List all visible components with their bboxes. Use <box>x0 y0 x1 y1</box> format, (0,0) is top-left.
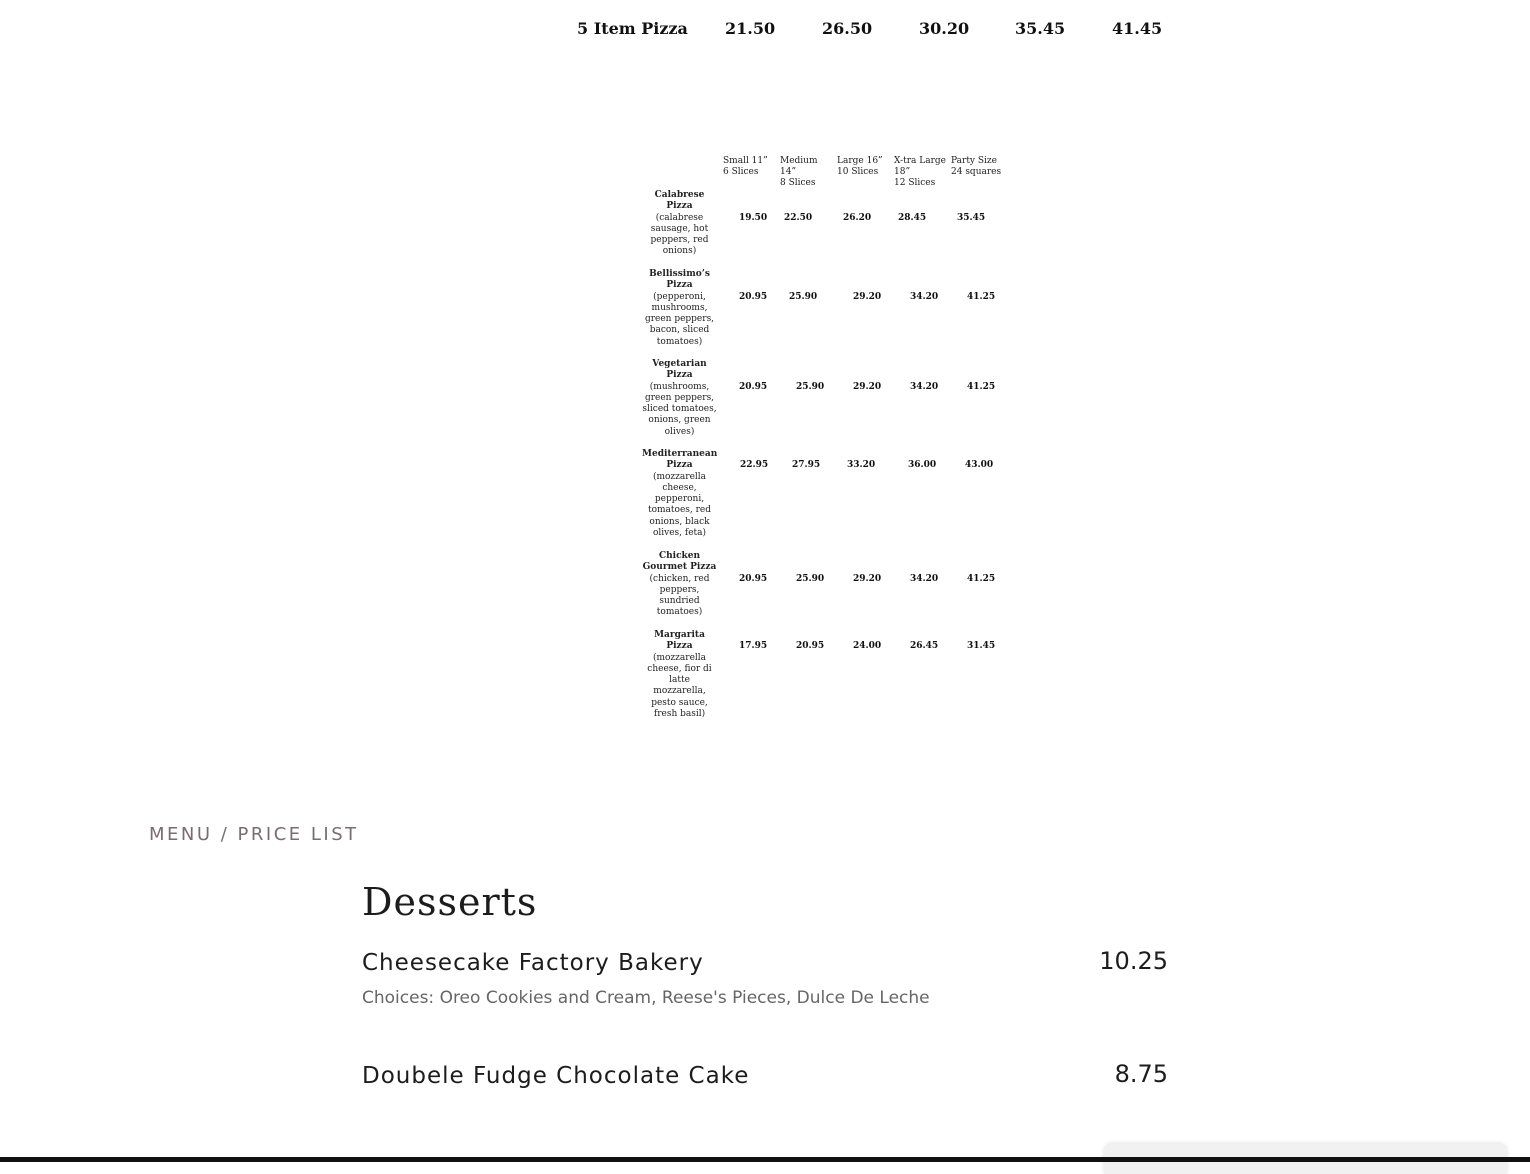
pizza-price: 41.25 <box>967 292 996 302</box>
pizza-description <box>642 359 717 438</box>
pizza-price: 41.25 <box>967 382 996 392</box>
item-price: 10.25 <box>1099 947 1168 975</box>
size-header-small: Small 11” 6 Slices <box>723 156 768 177</box>
pizza-price: 29.20 <box>853 574 882 584</box>
bottom-bar <box>0 1157 1530 1162</box>
pizza-price: 20.95 <box>739 574 768 584</box>
pizza-name: Bellissimo’s Pizza <box>649 269 710 291</box>
pizza-price: 25.90 <box>796 574 825 584</box>
pizza-price: 20.95 <box>739 292 768 302</box>
pizza-ingredients: (chicken, red peppers, sundried tomatoes) <box>649 573 710 618</box>
pizza-ingredients: (pepperoni, mushrooms, green peppers, bacon, sliced tomatoes) <box>644 291 715 347</box>
item-name: Cheesecake Factory Bakery <box>362 950 704 976</box>
pizza-price: 26.20 <box>843 213 872 223</box>
size-header-party: Party Size 24 squares <box>951 156 1002 177</box>
pizza-price: 35.45 <box>957 213 986 223</box>
section-title: Desserts <box>362 880 538 924</box>
size-header-medium: Medium 14” 8 Slices <box>780 156 818 188</box>
pizza-description <box>642 269 717 348</box>
pizza-name: Margarita Pizza <box>654 630 705 652</box>
pizza-description <box>642 449 717 539</box>
item-description: Choices: Oreo Cookies and Cream, Reese's Pieces, Dulce De Leche <box>362 988 930 1008</box>
pizza-ingredients: (calabrese sausage, hot peppers, red onions) <box>650 212 709 257</box>
item-name: Doubele Fudge Chocolate Cake <box>362 1063 750 1089</box>
pizza-price: 25.90 <box>796 382 825 392</box>
pizza-name: Chicken Gourmet Pizza <box>642 551 717 573</box>
pizza-name: Mediterranean Pizza <box>642 449 718 471</box>
size-header-xlarge: X-tra Large 18” 12 Slices <box>894 156 947 188</box>
pizza-price: 25.90 <box>789 292 818 302</box>
pizza-price: 29.20 <box>853 292 882 302</box>
pizza-price: 19.50 <box>739 213 768 223</box>
pizza-price: 41.25 <box>967 574 996 584</box>
pizza-price: 29.20 <box>853 382 882 392</box>
pizza-price: 27.95 <box>792 460 821 470</box>
size-header-large: Large 16” 10 Slices <box>837 156 883 177</box>
row-label: 5 Item Pizza <box>577 19 688 38</box>
pizza-ingredients: (mozzarella cheese, fior di latte mozzarella, pesto sauce, fresh basil) <box>647 652 712 720</box>
pizza-price: 26.45 <box>910 641 939 651</box>
pizza-ingredients: (mozzarella cheese, pepperoni, tomatoes, red onions, black olives, feta) <box>647 471 712 539</box>
pizza-price: 33.20 <box>847 460 876 470</box>
pizza-price: 36.00 <box>908 460 937 470</box>
pizza-price: 28.45 <box>898 213 927 223</box>
breadcrumb[interactable]: MENU / PRICE LIST <box>149 824 359 845</box>
price-medium: 26.50 <box>822 19 873 38</box>
pizza-description <box>642 630 717 720</box>
pizza-name: Vegetarian Pizza <box>652 359 707 381</box>
pizza-price: 34.20 <box>910 382 939 392</box>
pizza-price: 31.45 <box>967 641 996 651</box>
pizza-price: 22.50 <box>784 213 813 223</box>
pizza-price: 22.95 <box>740 460 769 470</box>
specialty-pizza-price-table <box>638 150 1010 730</box>
pizza-name: Calabrese Pizza <box>654 190 705 212</box>
price-party: 41.45 <box>1112 19 1163 38</box>
pizza-ingredients: (mushrooms, green peppers, sliced tomatoes, onions, green olives) <box>642 381 717 437</box>
pizza-description <box>642 551 717 619</box>
pizza-price: 20.95 <box>796 641 825 651</box>
pizza-price: 34.20 <box>910 292 939 302</box>
pizza-price: 43.00 <box>965 460 994 470</box>
item-price: 8.75 <box>1114 1060 1168 1088</box>
pizza-price: 17.95 <box>739 641 768 651</box>
price-xlarge: 35.45 <box>1015 19 1066 38</box>
pizza-price: 24.00 <box>853 641 882 651</box>
five-item-pizza-row <box>560 17 1180 45</box>
price-large: 30.20 <box>919 19 970 38</box>
pizza-price: 34.20 <box>910 574 939 584</box>
pizza-description <box>642 190 717 258</box>
price-small: 21.50 <box>725 19 776 38</box>
pizza-price: 20.95 <box>739 382 768 392</box>
